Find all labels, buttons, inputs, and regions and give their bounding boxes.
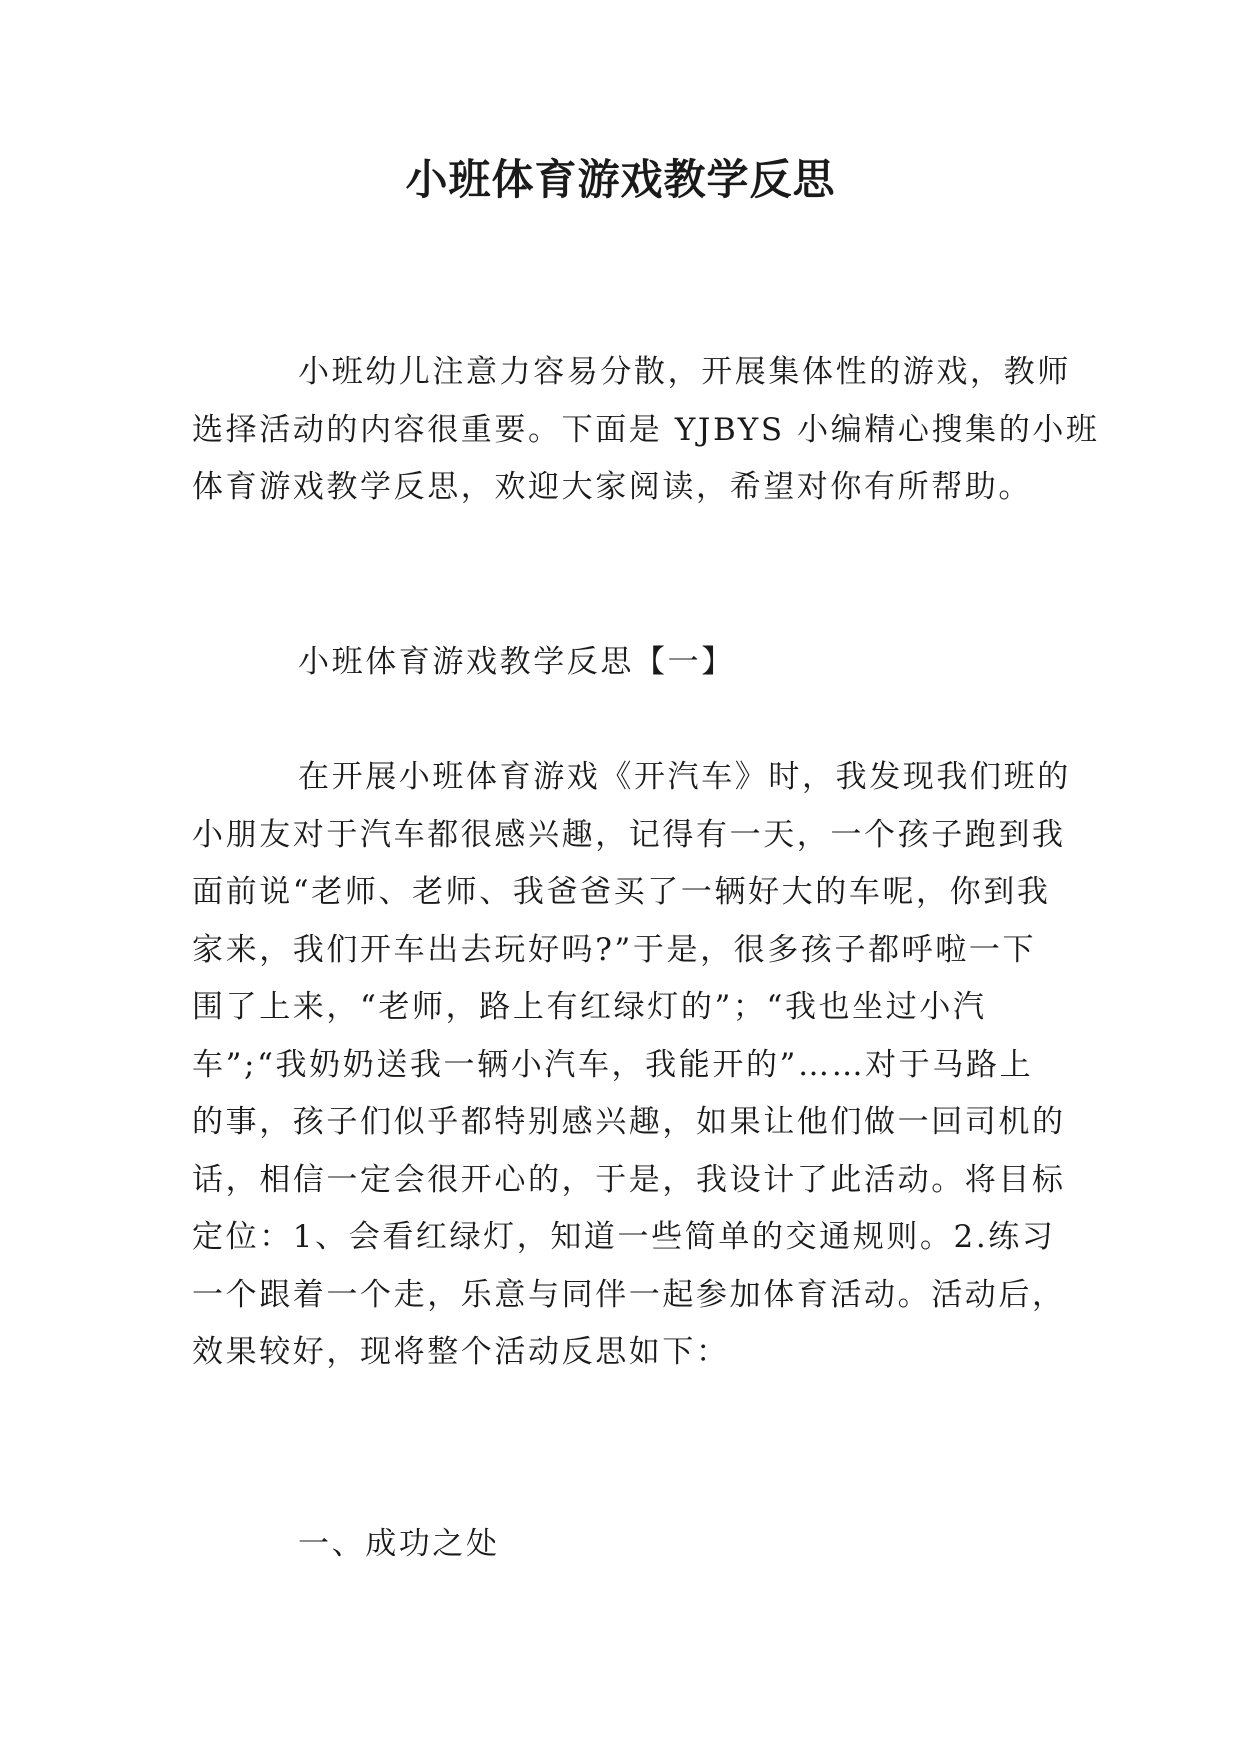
body-line: 效果较好，现将整个活动反思如下： <box>192 1334 730 1370</box>
body-line: 话，相信一定会很开心的，于是，我设计了此活动。将目标 <box>192 1161 1066 1198</box>
body-line: 的事，孩子们似乎都特别感兴趣，如果让他们做一回司机的 <box>192 1104 1066 1140</box>
intro-line: 体育游戏教学反思，欢迎大家阅读，希望对你有所帮助。 <box>192 469 1032 505</box>
body-line: 家来，我们开车出去玩好吗?”于是，很多孩子都呼啦一下 <box>192 931 1037 968</box>
body-line: 面前说“老师、老师、我爸爸买了一辆好大的车呢，你到我 <box>192 874 1051 910</box>
body-line: 一个跟着一个走，乐意与同伴一起参加体育活动。活动后， <box>192 1276 1066 1313</box>
body-line: 围了上来，“老师，路上有红绿灯的”；“我也坐过小汽 <box>192 989 987 1025</box>
document-title: 小班体育游戏教学反思 <box>405 155 836 204</box>
section-title: 小班体育游戏教学反思【一】 <box>298 644 735 680</box>
intro-line: 小班幼儿注意力容易分散，开展集体性的游戏，教师 <box>298 354 1071 390</box>
sub-heading: 一、成功之处 <box>298 1526 500 1562</box>
body-line: 在开展小班体育游戏《开汽车》时，我发现我们班的 <box>298 759 1071 795</box>
body-line: 小朋友对于汽车都很感兴趣，记得有一天，一个孩子跑到我 <box>192 816 1066 853</box>
intro-paragraph <box>192 344 1100 517</box>
intro-line: 选择活动的内容很重要。下面是 YJBYS 小编精心搜集的小班 <box>192 411 1100 448</box>
body-line: 车”;“我奶奶送我一辆小汽车，我能开的”……对于马路上 <box>192 1046 1034 1083</box>
body-paragraph <box>192 749 1071 1382</box>
body-line: 定位：1、会看红绿灯，知道一些简单的交通规则。2.练习 <box>192 1219 1056 1255</box>
